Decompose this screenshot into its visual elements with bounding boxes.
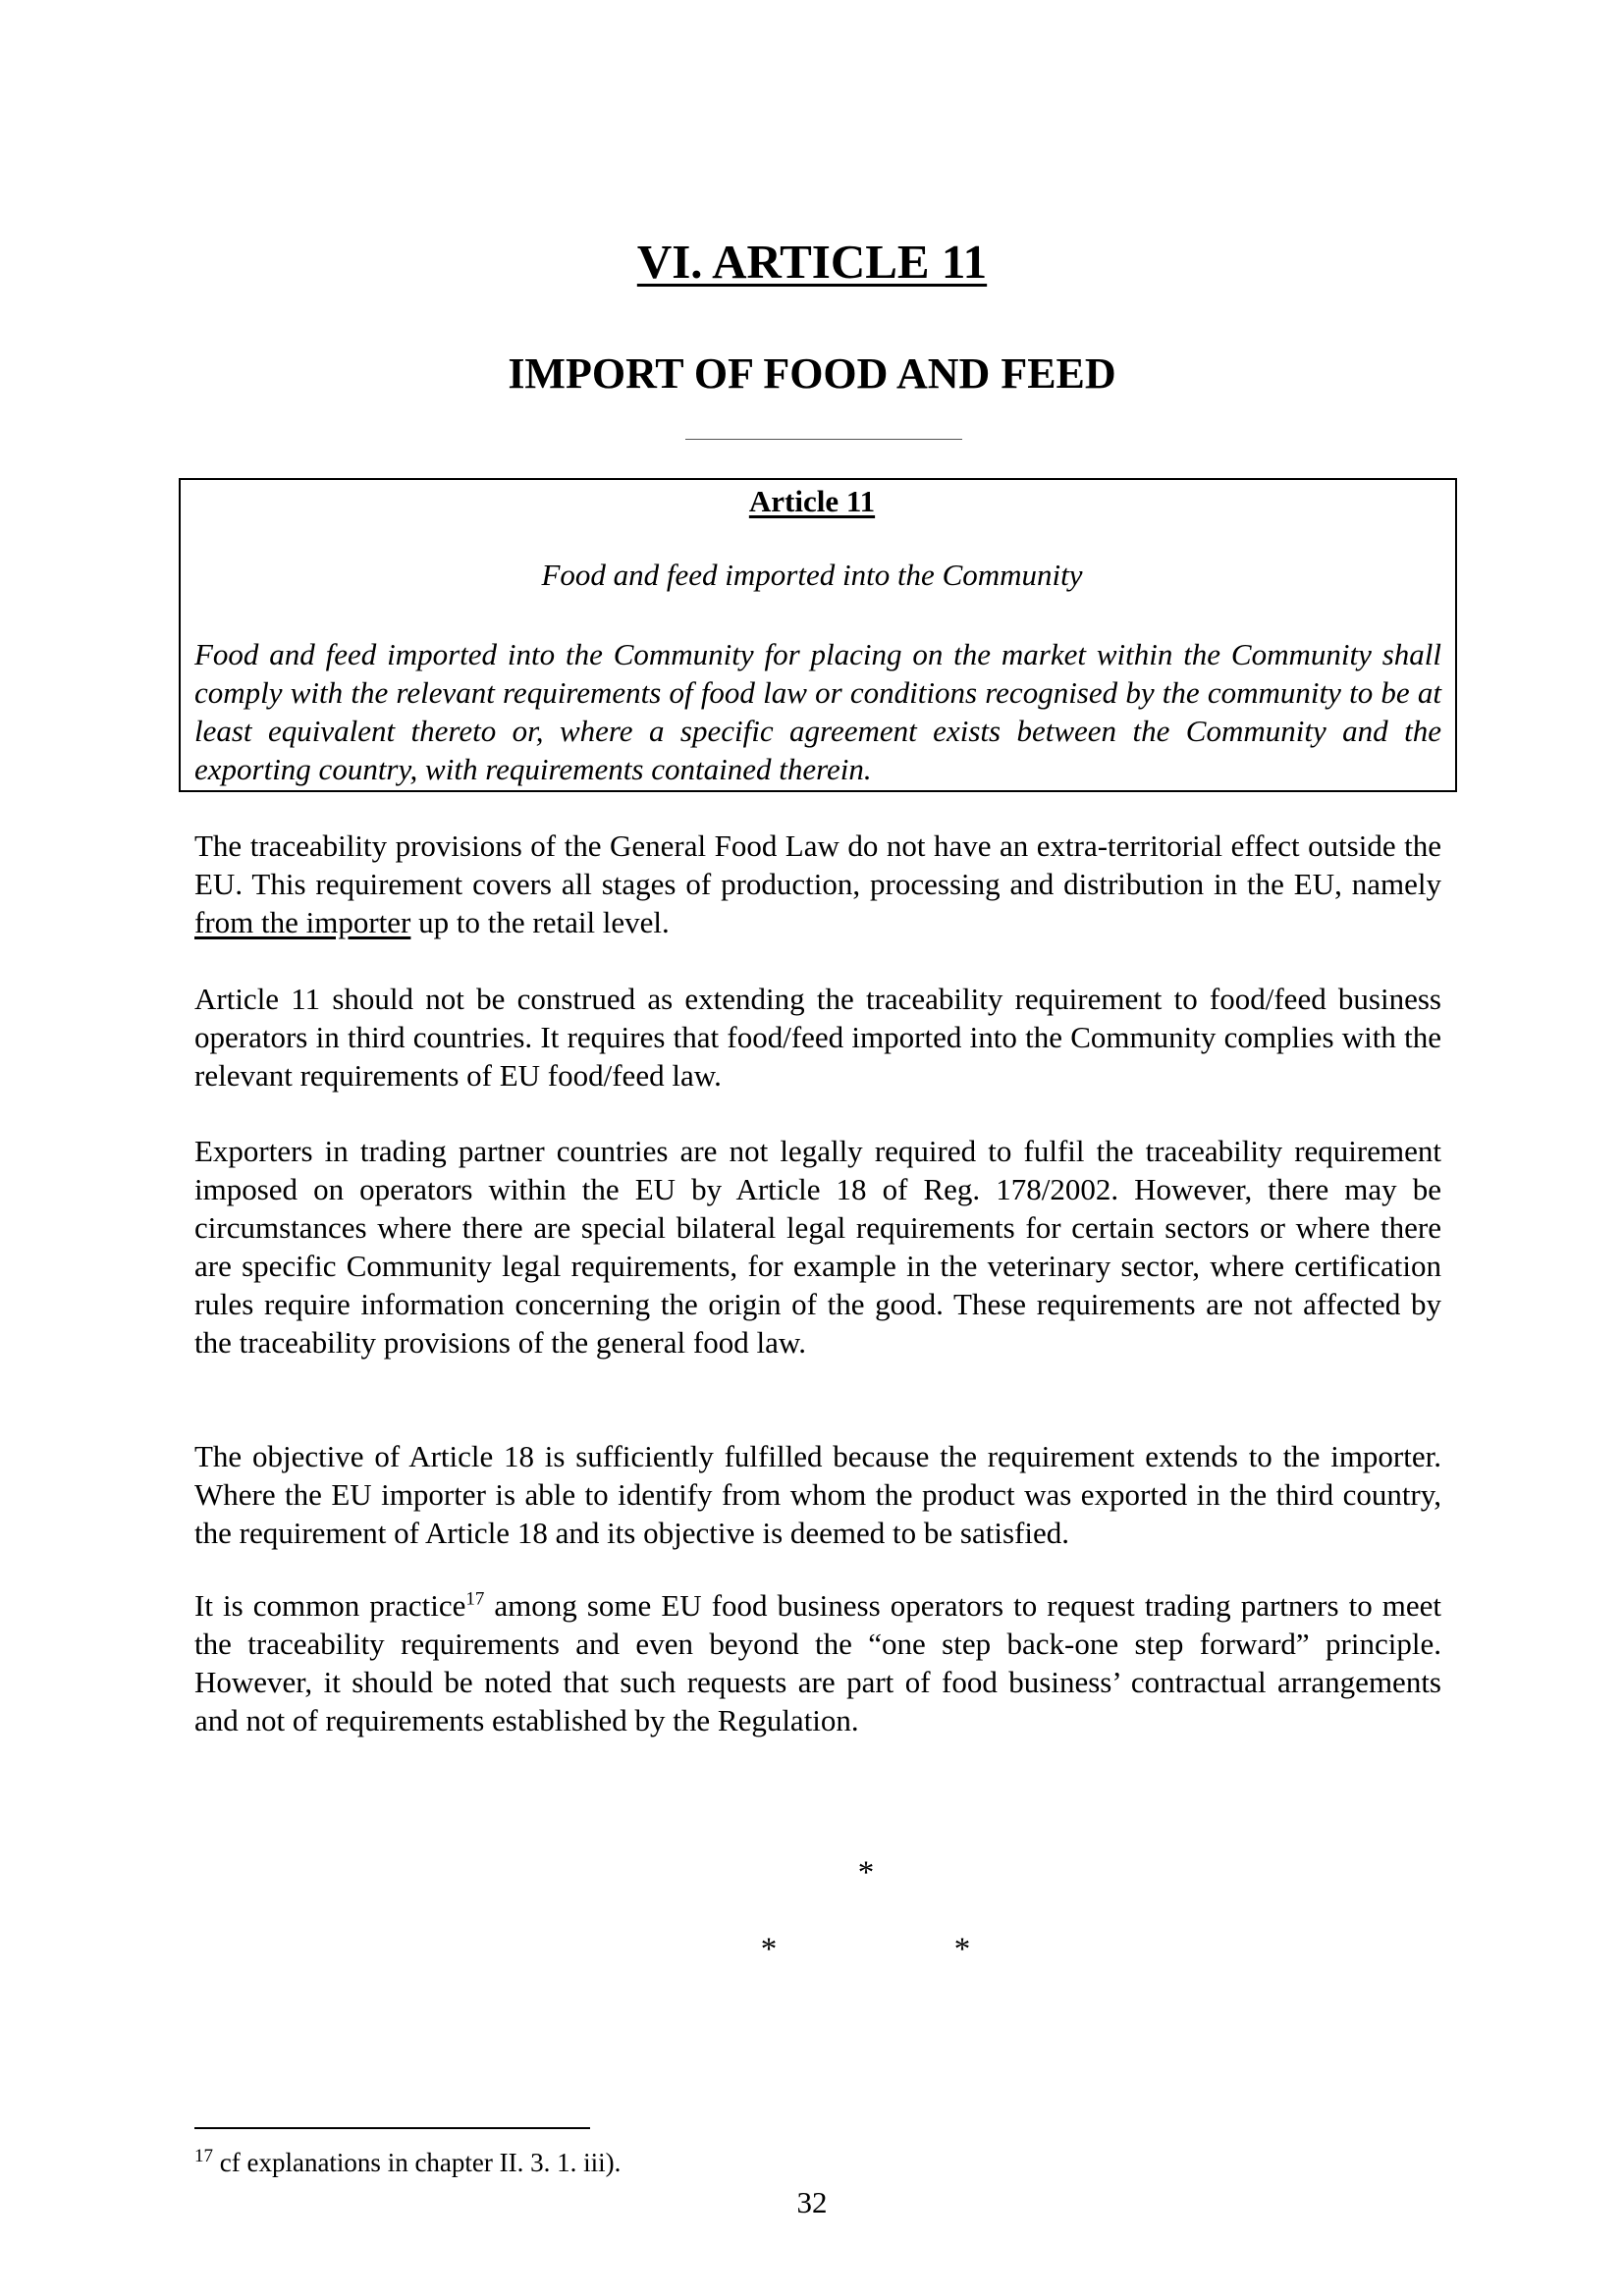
title-divider bbox=[685, 439, 962, 440]
paragraph-2: Article 11 should not be construed as extending the traceability requirement to food/feed business operators in third countries. It requires that food/feed imported into the Community complies with the relevant requirements of EU food/feed law. bbox=[194, 982, 1441, 1093]
article-box-text: Food and feed imported into the Community for placing on the market within the Community shall comply with the relevant requirements of food law or conditions recognised by the community to be at least equivalent thereto or, where a specific agreement exists between the Community and the exporting country, with requirements contained therein. bbox=[194, 637, 1441, 786]
paragraph-5-text-end: among some EU food business operators to request trading partners to meet the traceability requirements and even beyond the “one step back-one step forward” principle. However, it should be noted that such requests are part of food business’ contractual arrangements and not of requirements established by the Regulation. bbox=[194, 1588, 1442, 1737]
separator-asterisk-right: * bbox=[953, 1932, 971, 1967]
paragraph-1-text-end: up to the retail level. bbox=[410, 905, 670, 939]
paragraph-3: Exporters in trading partner countries are not legally required to fulfil the traceability requirement imposed on operators within the EU by Article 18 of Reg. 178/2002. However, there may be circumstances where there are special bilateral legal requirements for certain sectors or where there are specific Community legal requirements, for example in the veterinary sector, where certification rules require information concerning the origin of the good. These requirements are not affected by the traceability provisions of the general food law. bbox=[194, 1134, 1441, 1360]
page-number: 32 bbox=[796, 2185, 828, 2219]
separator-asterisk-left: * bbox=[760, 1932, 778, 1967]
paragraph-4: The objective of Article 18 is sufficiently fulfilled because the requirement extends to the importer. Where the EU importer is able to identify from whom the product was exported in the third country, the requirement of Article 18 and its objective is deemed to be satisfied. bbox=[194, 1439, 1441, 1550]
article-box-heading: Article 11 bbox=[748, 484, 876, 518]
paragraph-1-text: The traceability provisions of the General Food Law do not have an extra-territorial effect outside the EU. This requirement covers all stages of production, processing and distribution in the EU, namely bbox=[194, 828, 1441, 901]
footnote bbox=[194, 2147, 621, 2178]
underlined-phrase: from the importer bbox=[194, 905, 411, 939]
article-box-caption: Food and feed imported into the Community bbox=[541, 558, 1083, 592]
paragraph-5-text: It is common practice bbox=[194, 1588, 466, 1623]
footnote-text: cf explanations in chapter II. 3. 1. iii). bbox=[213, 2148, 622, 2177]
footnote-divider bbox=[194, 2127, 590, 2129]
chapter-subtitle: IMPORT OF FOOD AND FEED bbox=[508, 349, 1116, 398]
footnote-reference[interactable]: 17 bbox=[465, 1588, 485, 1610]
separator-asterisk-top: * bbox=[857, 1855, 875, 1891]
paragraph-1 bbox=[194, 827, 1441, 941]
footnote-number: 17 bbox=[194, 2146, 213, 2166]
paragraph-5 bbox=[194, 1586, 1441, 1739]
chapter-title: VI. ARTICLE 11 bbox=[636, 235, 988, 289]
